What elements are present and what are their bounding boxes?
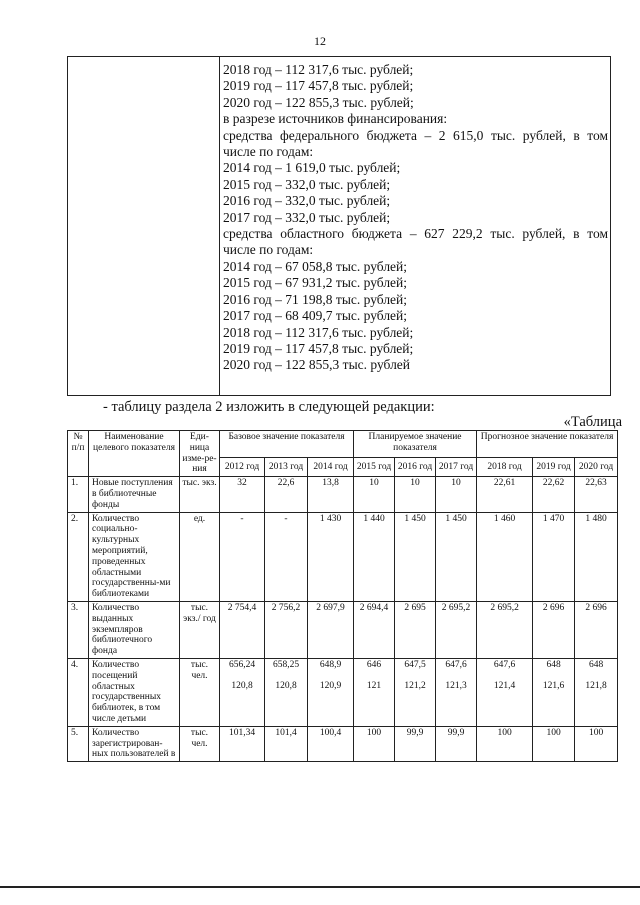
- indicator-name: Количество посещений областных государственных библиотек, в том числе детьми: [89, 658, 180, 726]
- value-primary: 100: [366, 727, 382, 738]
- value-secondary: 121: [366, 680, 382, 691]
- financing-line: 2020 год – 122 855,3 тыс. рублей: [223, 357, 411, 373]
- financing-line: 2018 год – 112 317,6 тыс. рублей;: [223, 62, 414, 77]
- financing-line: 2017 год – 332,0 тыс. рублей;: [223, 209, 391, 225]
- table-caption: «Таблица: [563, 414, 622, 430]
- financing-line: 2016 год – 332,0 тыс. рублей;: [223, 193, 391, 209]
- value-primary: 100,4: [319, 727, 342, 738]
- value-primary: 22,62: [542, 478, 565, 489]
- table-row: [68, 512, 618, 601]
- value-primary: 100: [497, 727, 512, 738]
- row-index: 4.: [68, 658, 89, 726]
- financing-line: в разрезе источников финансирования:: [223, 111, 448, 127]
- value-primary: 2 696: [585, 602, 607, 613]
- value-primary: 648,9: [319, 659, 342, 670]
- header-year: 2018 год: [477, 458, 533, 477]
- value-cell: [533, 658, 575, 726]
- value-cell: [477, 601, 533, 658]
- value-cell: [395, 726, 436, 761]
- value-primary: 656,24: [228, 659, 256, 670]
- value-cell: [533, 726, 575, 761]
- header-year: 2019 год: [533, 458, 575, 477]
- header-year: 2016 год: [395, 458, 436, 477]
- value-cell: [533, 512, 575, 601]
- financing-line: 2015 год – 332,0 тыс. рублей;: [223, 176, 391, 192]
- header-year: 2013 год: [265, 458, 308, 477]
- value-primary: 10: [451, 478, 461, 489]
- value-primary: 2 754,4: [227, 602, 257, 613]
- header-unit: Еди-ница изме-ре-ния: [180, 431, 220, 477]
- value-cell: [395, 512, 436, 601]
- value-primary: 101,4: [275, 727, 297, 738]
- value-primary: 647,5: [404, 659, 426, 670]
- value-primary: 99,9: [447, 727, 465, 738]
- value-primary: 100: [546, 727, 561, 738]
- value-primary: 2 695,2: [441, 602, 471, 613]
- value-primary: 1 460: [493, 513, 516, 524]
- value-primary: 22,63: [585, 478, 607, 489]
- value-cell: [265, 601, 308, 658]
- value-primary: 646: [366, 659, 382, 670]
- row-index: 2.: [68, 512, 89, 601]
- table-row: [68, 658, 618, 726]
- row-index: 5.: [68, 726, 89, 761]
- financing-line: 2017 год – 68 409,7 тыс. рублей;: [223, 308, 408, 324]
- header-year: 2017 год: [436, 458, 477, 477]
- financing-line: 2019 год – 117 457,8 тыс. рублей;: [223, 78, 414, 94]
- value-secondary: 121,2: [404, 680, 426, 691]
- indicator-unit: тыс. чел.: [180, 658, 220, 726]
- value-primary: 2 694,4: [359, 602, 389, 613]
- value-cell: [575, 726, 618, 761]
- value-cell: [477, 658, 533, 726]
- financing-line: средства областного бюджета – 627 229,2 тыс. рублей, в том: [223, 226, 608, 242]
- page-number: 12: [314, 34, 326, 48]
- value-cell: [477, 477, 533, 512]
- indicator-name: Количество выданных экземпляров библиотечного фонда: [89, 601, 180, 658]
- value-primary: 2 756,2: [271, 602, 301, 613]
- value-secondary: 121,6: [542, 680, 565, 691]
- value-cell: [436, 601, 477, 658]
- page-bottom-rule: [0, 886, 640, 888]
- value-cell: [265, 658, 308, 726]
- header-year: 2014 год: [308, 458, 354, 477]
- header-name: Наименование целевого показателя: [89, 431, 180, 477]
- financing-table-fragment: [67, 56, 611, 396]
- value-primary: 10: [369, 478, 379, 489]
- value-primary: 99,9: [406, 727, 424, 738]
- value-gap: [222, 671, 262, 681]
- value-primary: 648: [546, 659, 561, 670]
- financing-line: 2014 год – 67 058,8 тыс. рублей;: [223, 258, 408, 274]
- value-cell: [477, 726, 533, 761]
- value-secondary: 120,8: [275, 680, 297, 691]
- value-primary: 2 695,2: [490, 602, 519, 613]
- header-forecast: Прогнозное значение показателя: [477, 431, 618, 458]
- indicator-unit: тыс. чел.: [180, 726, 220, 761]
- financing-line: средства федерального бюджета – 2 615,0 тыс. рублей, в том: [223, 127, 608, 143]
- financing-line: числе по годам:: [223, 144, 314, 160]
- table-row: [68, 601, 618, 658]
- value-cell: [395, 658, 436, 726]
- financing-text: [223, 62, 608, 374]
- header-num: № п/п: [68, 431, 89, 477]
- financing-line: числе по годам:: [223, 242, 314, 258]
- value-primary: 1 430: [319, 513, 342, 524]
- value-cell: [575, 601, 618, 658]
- value-secondary: 121,4: [493, 680, 516, 691]
- value-cell: [220, 477, 265, 512]
- value-cell: [308, 658, 354, 726]
- value-primary: 2 696: [542, 602, 565, 613]
- value-cell: [308, 601, 354, 658]
- table-body: [68, 477, 618, 762]
- value-cell: [533, 477, 575, 512]
- value-cell: [436, 477, 477, 512]
- value-primary: -: [284, 513, 288, 524]
- indicator-unit: ед.: [180, 512, 220, 601]
- header-year: 2015 год: [354, 458, 395, 477]
- value-secondary: 120,9: [319, 680, 342, 691]
- indicators-table: [67, 430, 618, 762]
- header-base: Базовое значение показателя: [220, 431, 354, 458]
- value-gap: [479, 671, 530, 681]
- value-cell: [395, 601, 436, 658]
- table-row: [68, 726, 618, 761]
- value-cell: [265, 726, 308, 761]
- value-primary: 22,6: [277, 478, 295, 489]
- value-cell: [395, 477, 436, 512]
- value-secondary: 121,3: [445, 680, 467, 691]
- value-cell: [220, 601, 265, 658]
- financing-line: 2015 год – 67 931,2 тыс. рублей;: [223, 275, 408, 291]
- value-primary: 648: [588, 659, 604, 670]
- financing-line: 2016 год – 71 198,8 тыс. рублей;: [223, 291, 408, 307]
- value-cell: [265, 477, 308, 512]
- value-cell: [575, 512, 618, 601]
- row-index: 3.: [68, 601, 89, 658]
- value-secondary: 120,8: [231, 680, 253, 691]
- value-cell: [575, 658, 618, 726]
- indicator-name: Новые поступления в библиотечные фонды: [89, 477, 180, 512]
- indicator-name: Количество социально-культурных мероприятий, проведенных областными государственны-ми библиотеками: [89, 512, 180, 601]
- value-gap: [310, 671, 351, 681]
- indicator-unit: тыс. экз.: [180, 477, 220, 512]
- value-primary: -: [240, 513, 244, 524]
- financing-line: 2018 год – 112 317,6 тыс. рублей;: [223, 324, 414, 340]
- value-primary: 658,25: [272, 659, 300, 670]
- value-cell: [220, 726, 265, 761]
- value-primary: 647,6: [445, 659, 467, 670]
- value-cell: [308, 477, 354, 512]
- indicator-unit: тыс. экз./ год: [180, 601, 220, 658]
- value-primary: 1 450: [445, 513, 467, 524]
- value-secondary: 121,8: [585, 680, 607, 691]
- row-index: 1.: [68, 477, 89, 512]
- value-cell: [575, 477, 618, 512]
- value-gap: [397, 671, 433, 681]
- value-cell: [265, 512, 308, 601]
- header-planned: Планируемое значение показателя: [354, 431, 477, 458]
- value-primary: 1 480: [585, 513, 607, 524]
- header-year: 2020 год: [575, 458, 618, 477]
- value-cell: [436, 726, 477, 761]
- value-cell: [308, 726, 354, 761]
- value-primary: 10: [410, 478, 420, 489]
- value-primary: 1 470: [542, 513, 565, 524]
- value-gap: [267, 671, 305, 681]
- financing-line: 2014 год – 1 619,0 тыс. рублей;: [223, 160, 401, 176]
- value-primary: 2 697,9: [316, 602, 345, 613]
- value-primary: 100: [588, 727, 604, 738]
- header-year: 2012 год: [220, 458, 265, 477]
- value-cell: [354, 658, 395, 726]
- value-cell: [436, 512, 477, 601]
- value-primary: 101,34: [228, 727, 256, 738]
- value-cell: [354, 601, 395, 658]
- value-primary: 2 695: [404, 602, 426, 613]
- value-gap: [356, 671, 392, 681]
- value-primary: 22,61: [493, 478, 516, 489]
- value-cell: [477, 512, 533, 601]
- table-row: [68, 477, 618, 512]
- indicator-name: Количество зарегистрирован-ных пользователей в: [89, 726, 180, 761]
- value-primary: 13,8: [322, 478, 339, 489]
- value-cell: [354, 512, 395, 601]
- value-gap: [438, 671, 474, 681]
- instruction-text: - таблицу раздела 2 изложить в следующей редакции:: [103, 399, 435, 415]
- value-gap: [535, 671, 572, 681]
- value-cell: [354, 726, 395, 761]
- value-primary: 1 440: [363, 513, 385, 524]
- value-primary: 647,6: [493, 659, 516, 670]
- value-cell: [354, 477, 395, 512]
- value-gap: [577, 671, 615, 681]
- column-divider: [219, 57, 220, 395]
- financing-line: 2019 год – 117 457,8 тыс. рублей;: [223, 340, 414, 356]
- header-row-1: [68, 431, 618, 458]
- value-primary: 32: [237, 478, 247, 489]
- value-cell: [220, 658, 265, 726]
- value-cell: [220, 512, 265, 601]
- value-primary: 1 450: [404, 513, 426, 524]
- financing-line: 2020 год – 122 855,3 тыс. рублей;: [223, 94, 414, 110]
- value-cell: [533, 601, 575, 658]
- value-cell: [308, 512, 354, 601]
- value-cell: [436, 658, 477, 726]
